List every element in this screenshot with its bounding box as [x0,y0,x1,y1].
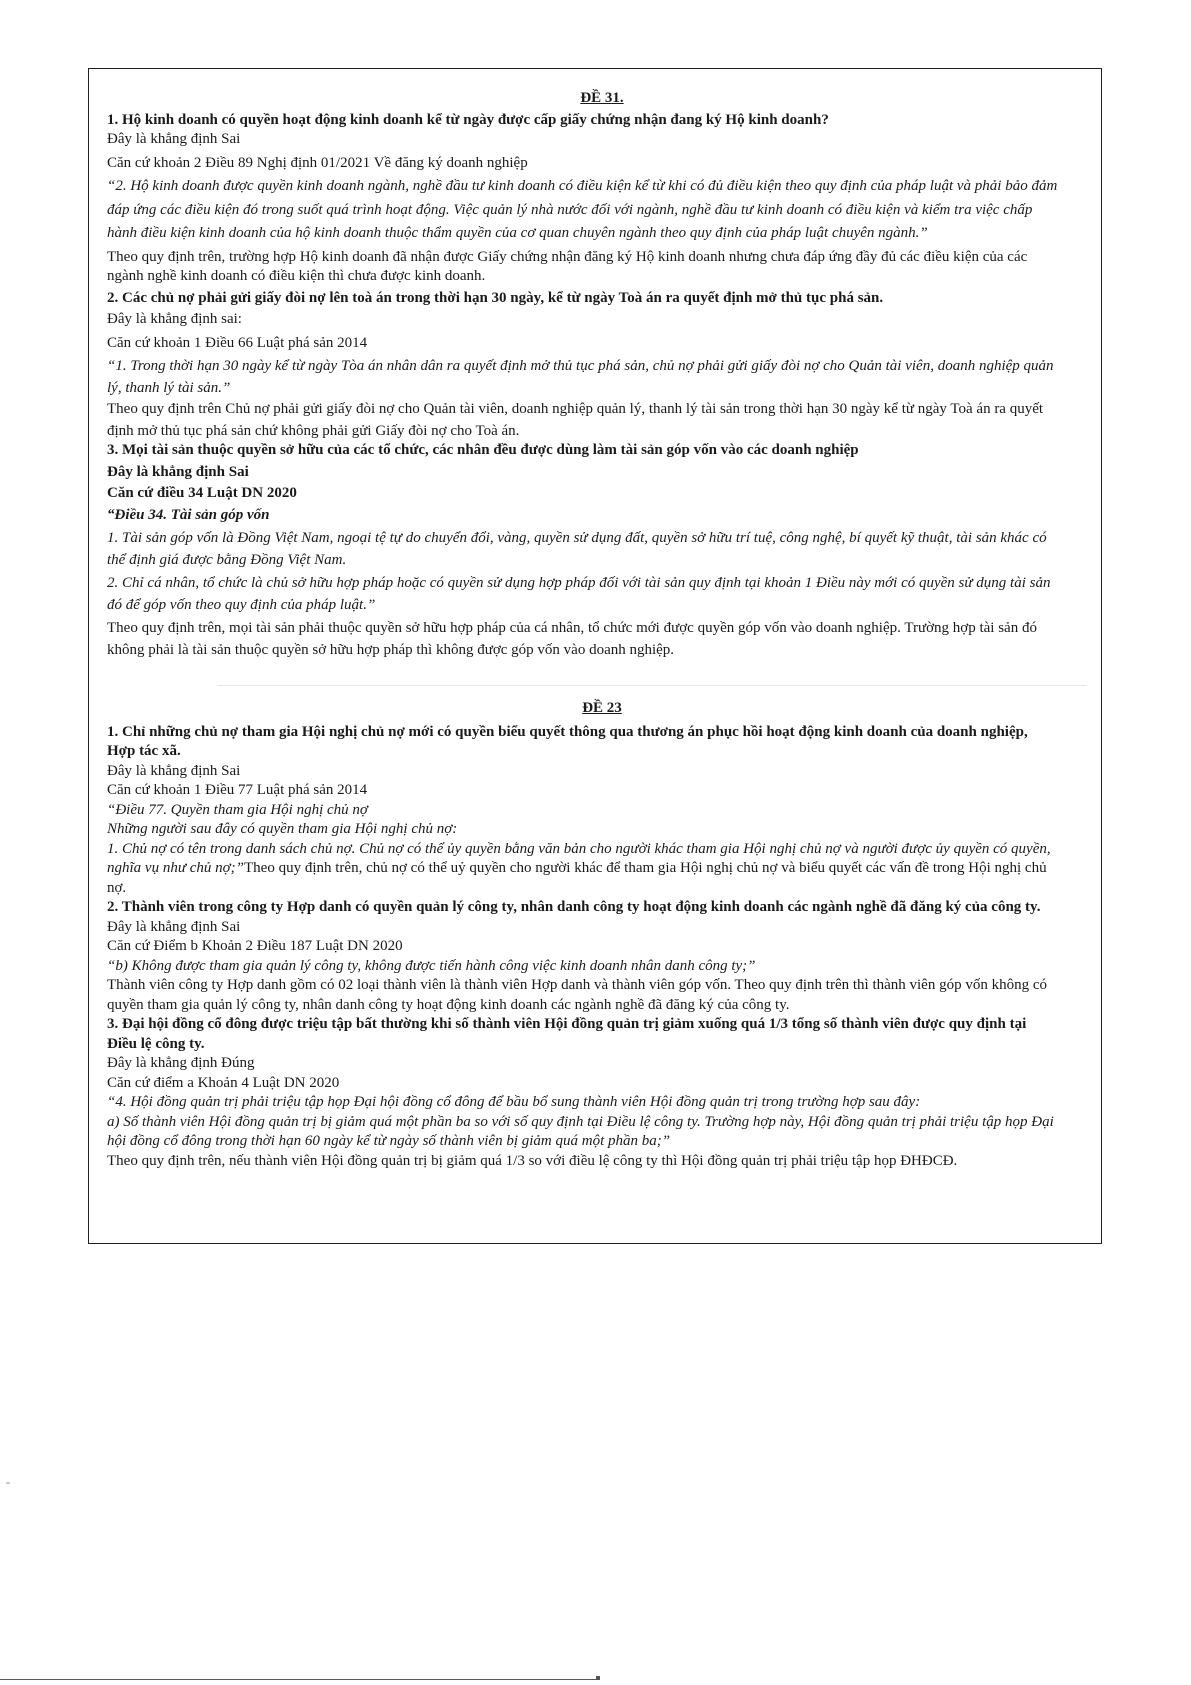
quote-line: đó để góp vốn theo quy định của pháp luật.” [107,596,376,613]
section-title: ĐỀ 31. [580,90,624,106]
quote-line: “1. Trong thời hạn 30 ngày kể từ ngày Tòa án nhân dân ra quyết định mở thủ tục phá sản, chủ nợ phải gửi giấy đòi nợ cho Quản tài viên, doanh nghiệp quản [107,358,1054,374]
question-1: 1. Hộ kinh doanh có quyền hoạt động kinh doanh kể từ ngày được cấp giấy chứng nhận đang ký Hộ kinh doanh? [107,111,829,128]
quote-line: 2. Chỉ cá nhân, tổ chức là chủ sở hữu hợp pháp hoặc có quyền sử dụng hợp pháp đối với tài sản quy định tại khoản 1 Điều này mới có quyền sử dụng tài sản [107,575,1051,591]
section-de-31 [107,89,1097,660]
legal-basis: Căn cứ Điểm b Khoản 2 Điều 187 Luật DN 2020 [107,938,403,954]
section-divider [217,685,1087,686]
scan-mark [6,1482,10,1484]
document-frame [88,68,1102,1244]
explanation-start: Theo quy định trên, chủ nợ có thể uỷ quyền cho người khác để tham gia Hội nghị chủ nợ và biểu quyết các vấn đề trong Hội nghị chủ [244,860,1047,876]
legal-basis: Căn cứ điểm a Khoản 4 Luật DN 2020 [107,1074,340,1091]
explanation-line: định mở thủ tục phá sản chứ không phải gửi Giấy đòi nợ cho Toà án. [107,422,520,439]
mixed-line [107,859,1097,879]
explanation-line: Thành viên công ty Hợp danh gồm có 02 loại thành viên là thành viên Hợp danh và thành viên góp vốn. Theo quy định trên thì thành viên góp vốn không có [107,977,1047,993]
quote-line: “Điều 77. Quyền tham gia Hội nghị chủ nợ [107,801,368,818]
question-3: 3. Mọi tài sản thuộc quyền sở hữu của các tổ chức, các nhân đều được dùng làm tài sản góp vốn vào các doanh nghiệp [107,442,859,458]
article-heading: “Điều 34. Tài sản góp vốn [107,506,270,523]
quote-line: “2. Hộ kinh doanh được quyền kinh doanh ngành, nghề đầu tư kinh doanh có điều kiện kể từ khi có đủ điều kiện theo quy định của pháp luật và phải bảo đảm [107,178,1058,194]
quote-line: a) Số thành viên Hội đồng quản trị bị giảm quá một phần ba so với số quy định tại Điều lệ công ty. Trường hợp này, Hội đồng quản trị phải triệu tập họp Đại [107,1113,1054,1130]
quote-line: Những người sau đây có quyền tham gia Hội nghị chủ nợ: [107,821,458,837]
footnote-separator [0,1679,600,1680]
quote-line: 1. Tài sản góp vốn là Đồng Việt Nam, ngoại tệ tự do chuyển đổi, vàng, quyền sử dụng đất, quyền sở hữu trí tuệ, công nghệ, bí quyết kỹ thuật, tài sản khác có [107,530,1047,546]
quote-line: hội đồng cổ đông trong thời hạn 60 ngày kể từ ngày số thành viên bị giảm quá một phần ba;” [107,1133,671,1149]
explanation-line: nợ. [107,879,127,896]
explanation-line: Theo quy định trên Chủ nợ phải gửi giấy đòi nợ cho Quản tài viên, doanh nghiệp quản lý, thanh lý tài sản trong thời hạn 30 ngày kể từ ngày Toà án ra quyết [107,401,1044,417]
quote-line: “4. Hội đồng quản trị phải triệu tập họp Đại hội đồng cổ đông để bầu bổ sung thành viên Hội đồng quản trị trong trường hợp sau đây: [107,1094,921,1110]
question-3: 3. Đại hội đồng cổ đông được triệu tập bất thường khi số thành viên Hội đồng quản trị giảm xuống quá 1/3 tổng số thành viên được quy định tại [107,1016,1027,1032]
question-2: 2. Các chủ nợ phải gửi giấy đòi nợ lên toà án trong thời hạn 30 ngày, kể từ ngày Toà án ra quyết định mở thủ tục phá sản. [107,289,884,306]
quote-line: hành điều kiện kinh doanh của hộ kinh doanh thuộc thẩm quyền của cơ quan chuyên ngành theo quy định của pháp luật chuyên ngành.” [107,225,928,241]
footnote-dot [596,1676,600,1680]
answer: Đây là khẳng định Sai [107,918,241,935]
question-2: 2. Thành viên trong công ty Hợp danh có quyền quản lý công ty, nhân danh công ty hoạt động kinh doanh các ngành nghề đã đăng ký của công ty. [107,899,1041,915]
answer: Đây là khẳng định Đúng [107,1055,255,1071]
answer: Đây là khẳng định Sai [107,762,241,779]
answer: Đây là khẳng định Sai [107,463,249,480]
quote-line: 1. Chủ nợ có tên trong danh sách chủ nợ. Chủ nợ có thể ủy quyền bằng văn bản cho người khác tham gia Hội nghị chủ nợ và người được ủy quyền có quyền, [107,840,1051,857]
section-de-23 [107,699,1097,1171]
legal-basis: Căn cứ khoản 2 Điều 89 Nghị định 01/2021 Về đăng ký doanh nghiệp [107,154,528,171]
quote-line: “b) Không được tham gia quản lý công ty, không được tiến hành công việc kinh doanh nhân danh công ty;” [107,957,756,974]
explanation-line: không phải là tài sản thuộc quyền sở hữu hợp pháp thì không được góp vốn vào doanh nghiệp. [107,641,675,658]
quote-end: nghĩa vụ như chủ nợ;” [107,860,245,876]
question-1: 1. Chỉ những chủ nợ tham gia Hội nghị chủ nợ mới có quyền biểu quyết thông qua thương án phục hồi hoạt động kinh doanh của doanh nghiệp, [107,723,1028,740]
explanation-line: Theo quy định trên, mọi tài sản phải thuộc quyền sở hữu hợp pháp của cá nhân, tổ chức mới được quyền góp vốn vào doanh nghiệp. Trường hợp tài sản đó [107,620,1037,636]
answer: Đây là khẳng định sai: [107,311,242,327]
quote-line: thể định giá được bằng Đồng Việt Nam. [107,551,347,568]
question-1-cont: Hợp tác xã. [107,743,181,759]
legal-basis: Căn cứ khoản 1 Điều 77 Luật phá sản 2014 [107,782,368,798]
explanation-line: Theo quy định trên, trường hợp Hộ kinh doanh đã nhận được Giấy chứng nhận đăng ký Hộ kinh doanh nhưng chưa đáp ứng đầy đủ các điều kiện của các [107,248,1028,265]
quote-line: đáp ứng các điều kiện đó trong suốt quá trình hoạt động. Việc quản lý nhà nước đối với ngành, nghề đầu tư kinh doanh có điều kiện và kiểm tra việc chấp [107,201,1033,218]
question-3-cont: Điều lệ công ty. [107,1035,205,1052]
answer: Đây là khẳng định Sai [107,131,241,147]
legal-basis: Căn cứ điều 34 Luật DN 2020 [107,485,297,501]
explanation-line: ngành nghề kinh doanh có điều kiện thì chưa được kinh doanh. [107,268,486,284]
section-title: ĐỀ 23 [582,700,622,716]
explanation-line: quyền tham gia quản lý công ty, nhân danh công ty hoạt động kinh doanh các ngành nghề đã đăng ký của công ty. [107,996,790,1013]
quote-line: lý, thanh lý tài sản.” [107,379,231,396]
explanation-line: Theo quy định trên, nếu thành viên Hội đồng quản trị bị giảm quá 1/3 so với điều lệ công ty thì Hội đồng quản trị phải triệu tập họp ĐHĐCĐ. [107,1152,958,1169]
legal-basis: Căn cứ khoản 1 Điều 66 Luật phá sản 2014 [107,334,368,351]
